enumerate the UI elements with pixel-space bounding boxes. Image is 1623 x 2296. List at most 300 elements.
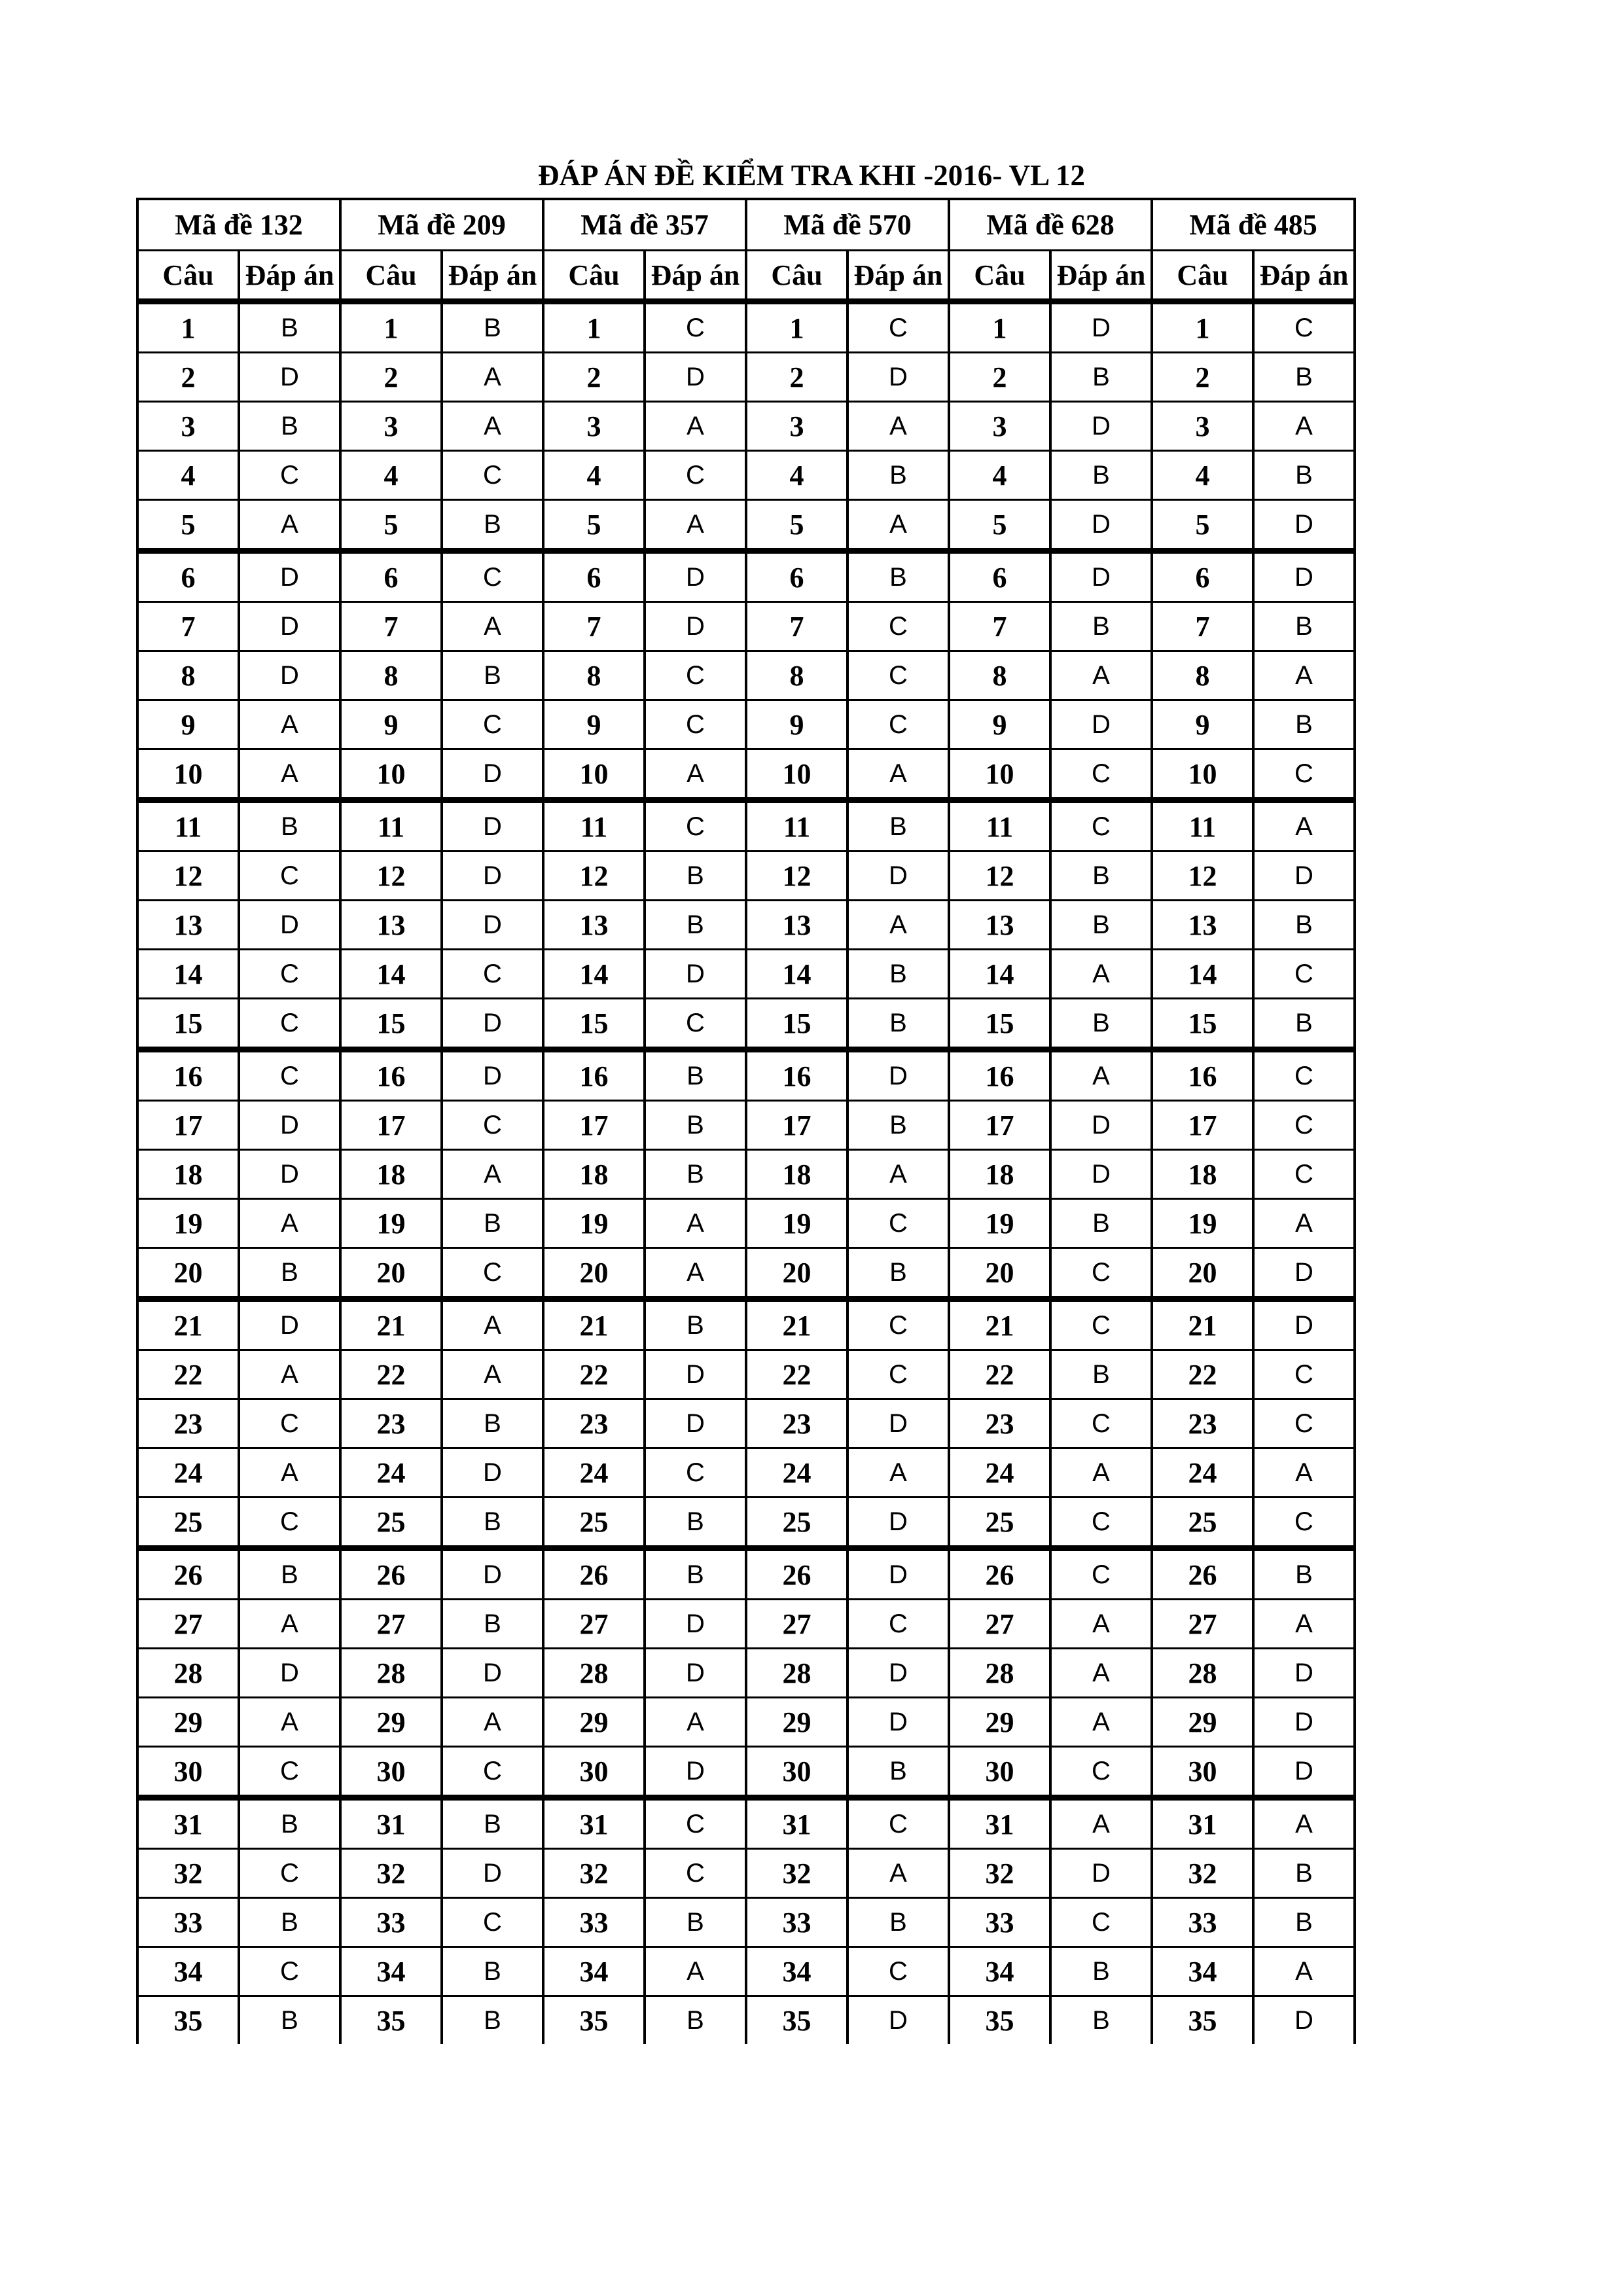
answer-cell: A [1050, 1600, 1152, 1649]
answer-cell: C [847, 651, 949, 700]
question-number-cell: 2 [340, 353, 442, 402]
table-row [137, 1199, 1355, 1248]
question-number-cell: 5 [543, 500, 645, 551]
question-number-cell: 17 [1152, 1101, 1253, 1150]
answer-cell: D [1050, 1150, 1152, 1199]
document-title: ĐÁP ÁN ĐỀ KIỂM TRA KHI -2016- VL 12 [538, 159, 1085, 192]
answer-cell: C [1253, 749, 1355, 800]
question-number-cell: 24 [1152, 1448, 1253, 1498]
question-number-cell: 9 [137, 700, 239, 749]
question-number-cell: 31 [340, 1798, 442, 1849]
question-number-cell: 25 [949, 1498, 1050, 1549]
question-number-cell: 28 [949, 1649, 1050, 1698]
question-column-header: Câu [340, 251, 442, 302]
answer-cell: D [645, 1399, 746, 1448]
answer-cell: D [645, 1747, 746, 1798]
question-number-cell: 33 [746, 1898, 847, 1947]
question-number-cell: 17 [746, 1101, 847, 1150]
answer-cell: D [442, 901, 543, 950]
answer-cell: C [239, 1947, 340, 1996]
answer-cell: A [239, 749, 340, 800]
question-number-cell: 12 [746, 852, 847, 901]
answer-cell: D [239, 901, 340, 950]
question-number-cell: 27 [949, 1600, 1050, 1649]
answer-cell: A [1050, 1649, 1152, 1698]
answer-cell: D [1050, 302, 1152, 353]
answer-cell: B [847, 950, 949, 999]
answer-cell: A [847, 749, 949, 800]
question-number-cell: 31 [1152, 1798, 1253, 1849]
question-number-cell: 16 [746, 1050, 847, 1101]
question-column-header: Câu [949, 251, 1050, 302]
answer-cell: B [1253, 700, 1355, 749]
answer-cell: D [1050, 1101, 1152, 1150]
answer-cell: B [442, 500, 543, 551]
question-number-cell: 9 [949, 700, 1050, 749]
question-number-cell: 26 [1152, 1549, 1253, 1600]
answer-cell: C [442, 1101, 543, 1150]
answer-cell: D [847, 1549, 949, 1600]
answer-cell: D [442, 1549, 543, 1600]
answer-cell: C [645, 451, 746, 500]
question-number-cell: 13 [949, 901, 1050, 950]
question-number-cell: 33 [949, 1898, 1050, 1947]
question-number-cell: 32 [1152, 1849, 1253, 1898]
answer-cell: A [239, 700, 340, 749]
question-number-cell: 35 [340, 1996, 442, 2045]
table-row [137, 551, 1355, 602]
answer-cell: A [847, 1849, 949, 1898]
question-number-cell: 16 [340, 1050, 442, 1101]
question-number-cell: 27 [1152, 1600, 1253, 1649]
answer-cell: D [239, 1649, 340, 1698]
answer-cell: D [442, 800, 543, 852]
question-number-cell: 33 [340, 1898, 442, 1947]
answer-cell: C [442, 551, 543, 602]
answer-cell: A [1253, 402, 1355, 451]
answer-cell: C [239, 1498, 340, 1549]
question-number-cell: 3 [746, 402, 847, 451]
question-number-cell: 12 [949, 852, 1050, 901]
question-number-cell: 30 [746, 1747, 847, 1798]
question-number-cell: 9 [340, 700, 442, 749]
question-number-cell: 1 [137, 302, 239, 353]
question-number-cell: 19 [746, 1199, 847, 1248]
question-number-cell: 31 [543, 1798, 645, 1849]
table-row [137, 700, 1355, 749]
answer-cell: B [239, 302, 340, 353]
question-number-cell: 29 [340, 1698, 442, 1747]
question-number-cell: 20 [949, 1248, 1050, 1299]
answer-cell: D [645, 1350, 746, 1399]
question-number-cell: 23 [340, 1399, 442, 1448]
answer-cell: B [847, 451, 949, 500]
answer-cell: C [239, 852, 340, 901]
table-row [137, 353, 1355, 402]
question-number-cell: 24 [340, 1448, 442, 1498]
answer-cell: A [1050, 1698, 1152, 1747]
answer-cell: B [847, 1747, 949, 1798]
answer-cell: B [442, 651, 543, 700]
answer-cell: D [1050, 1849, 1152, 1898]
question-number-cell: 24 [949, 1448, 1050, 1498]
question-number-cell: 32 [746, 1849, 847, 1898]
question-number-cell: 31 [137, 1798, 239, 1849]
question-number-cell: 15 [746, 999, 847, 1050]
table-row [137, 1399, 1355, 1448]
question-number-cell: 3 [1152, 402, 1253, 451]
table-row [137, 1448, 1355, 1498]
question-number-cell: 10 [543, 749, 645, 800]
answer-cell: D [442, 1050, 543, 1101]
question-number-cell: 4 [746, 451, 847, 500]
question-number-cell: 9 [746, 700, 847, 749]
answer-cell: D [847, 1649, 949, 1698]
answer-cell: D [1253, 500, 1355, 551]
answer-cell: D [847, 1498, 949, 1549]
table-row [137, 1798, 1355, 1849]
answer-column-header: Đáp án [442, 251, 543, 302]
question-number-cell: 14 [543, 950, 645, 999]
question-number-cell: 23 [543, 1399, 645, 1448]
answer-cell: A [847, 402, 949, 451]
question-number-cell: 10 [137, 749, 239, 800]
table-row [137, 1150, 1355, 1199]
exam-code-header: Mã đề 132 [137, 199, 340, 251]
answer-cell: A [442, 353, 543, 402]
answer-cell: A [442, 1350, 543, 1399]
answer-cell: D [442, 749, 543, 800]
question-number-cell: 22 [543, 1350, 645, 1399]
question-number-cell: 8 [1152, 651, 1253, 700]
answer-cell: C [847, 602, 949, 651]
answer-cell: B [847, 1101, 949, 1150]
answer-cell: B [645, 1050, 746, 1101]
answer-cell: D [239, 651, 340, 700]
table-row [137, 302, 1355, 353]
answer-cell: B [645, 1150, 746, 1199]
answer-cell: D [442, 852, 543, 901]
answer-cell: D [1050, 500, 1152, 551]
answer-cell: C [239, 1399, 340, 1448]
answer-cell: B [239, 800, 340, 852]
answer-cell: B [1253, 353, 1355, 402]
answer-cell: D [847, 1050, 949, 1101]
answer-cell: B [645, 1898, 746, 1947]
answer-cell: C [1253, 1498, 1355, 1549]
answer-cell: A [239, 500, 340, 551]
answer-cell: B [239, 1798, 340, 1849]
question-number-cell: 22 [949, 1350, 1050, 1399]
exam-code-header: Mã đề 357 [543, 199, 746, 251]
question-number-cell: 34 [543, 1947, 645, 1996]
question-number-cell: 30 [1152, 1747, 1253, 1798]
answer-cell: D [442, 999, 543, 1050]
answer-cell: B [847, 551, 949, 602]
answer-cell: C [239, 1050, 340, 1101]
answer-cell: C [645, 700, 746, 749]
question-number-cell: 15 [949, 999, 1050, 1050]
question-number-cell: 3 [137, 402, 239, 451]
answer-cell: A [645, 749, 746, 800]
answer-cell: B [442, 1600, 543, 1649]
answer-cell: B [1050, 901, 1152, 950]
question-number-cell: 14 [340, 950, 442, 999]
question-number-cell: 10 [340, 749, 442, 800]
question-number-cell: 19 [543, 1199, 645, 1248]
answer-cell: A [645, 1698, 746, 1747]
answer-cell: B [847, 800, 949, 852]
answer-cell: A [645, 1947, 746, 1996]
question-number-cell: 30 [543, 1747, 645, 1798]
answer-cell: D [239, 353, 340, 402]
answer-cell: C [1253, 1350, 1355, 1399]
question-number-cell: 32 [949, 1849, 1050, 1898]
table-row [137, 999, 1355, 1050]
answer-cell: B [645, 1996, 746, 2045]
answer-cell: A [847, 901, 949, 950]
question-number-cell: 5 [137, 500, 239, 551]
answer-cell: D [645, 950, 746, 999]
question-number-cell: 2 [746, 353, 847, 402]
question-number-cell: 35 [746, 1996, 847, 2045]
table-row [137, 1898, 1355, 1947]
question-number-cell: 10 [949, 749, 1050, 800]
answer-cell: B [1050, 1996, 1152, 2045]
answer-cell: B [645, 1299, 746, 1350]
question-number-cell: 5 [340, 500, 442, 551]
answer-cell: B [847, 1248, 949, 1299]
question-number-cell: 6 [746, 551, 847, 602]
answer-cell: C [847, 1798, 949, 1849]
question-number-cell: 33 [1152, 1898, 1253, 1947]
question-number-cell: 25 [746, 1498, 847, 1549]
question-number-cell: 27 [746, 1600, 847, 1649]
question-number-cell: 3 [949, 402, 1050, 451]
answer-cell: B [1253, 602, 1355, 651]
answer-cell: C [442, 1898, 543, 1947]
question-number-cell: 14 [137, 950, 239, 999]
answer-cell: A [847, 1150, 949, 1199]
question-number-cell: 9 [543, 700, 645, 749]
answer-cell: C [239, 999, 340, 1050]
question-number-cell: 1 [543, 302, 645, 353]
answer-cell: C [645, 1849, 746, 1898]
answer-cell: D [1253, 1649, 1355, 1698]
answer-cell: C [847, 700, 949, 749]
answer-cell: A [239, 1350, 340, 1399]
question-number-cell: 7 [340, 602, 442, 651]
question-number-cell: 11 [746, 800, 847, 852]
answer-cell: A [1253, 1600, 1355, 1649]
answer-cell: C [1253, 1050, 1355, 1101]
question-number-cell: 30 [137, 1747, 239, 1798]
answer-cell: C [1050, 1299, 1152, 1350]
question-number-cell: 7 [949, 602, 1050, 651]
answer-cell: C [847, 1600, 949, 1649]
answer-cell: A [1050, 950, 1152, 999]
question-number-cell: 34 [137, 1947, 239, 1996]
table-row [137, 1350, 1355, 1399]
answer-cell: A [645, 500, 746, 551]
question-number-cell: 25 [137, 1498, 239, 1549]
answer-cell: C [442, 1248, 543, 1299]
question-number-cell: 15 [1152, 999, 1253, 1050]
question-number-cell: 7 [543, 602, 645, 651]
question-number-cell: 21 [1152, 1299, 1253, 1350]
answer-cell: C [442, 1747, 543, 1798]
question-number-cell: 4 [949, 451, 1050, 500]
answer-cell: D [1050, 551, 1152, 602]
answer-cell: A [645, 402, 746, 451]
question-number-cell: 8 [137, 651, 239, 700]
question-number-cell: 29 [949, 1698, 1050, 1747]
answer-cell: C [1050, 1549, 1152, 1600]
question-number-cell: 7 [746, 602, 847, 651]
answer-cell: D [645, 602, 746, 651]
exam-code-header: Mã đề 209 [340, 199, 543, 251]
answer-cell: B [1050, 852, 1152, 901]
table-row [137, 1849, 1355, 1898]
answer-cell: A [1050, 1448, 1152, 1498]
answer-cell: D [1253, 1299, 1355, 1350]
exam-code-header: Mã đề 485 [1152, 199, 1355, 251]
table-row [137, 402, 1355, 451]
answer-cell: D [442, 1448, 543, 1498]
answer-cell: C [239, 451, 340, 500]
answer-key-table [136, 198, 1356, 2044]
answer-cell: C [239, 1747, 340, 1798]
answer-cell: B [442, 1996, 543, 2045]
answer-cell: B [1050, 1350, 1152, 1399]
answer-cell: B [239, 1898, 340, 1947]
question-number-cell: 30 [340, 1747, 442, 1798]
answer-cell: C [1253, 1399, 1355, 1448]
question-number-cell: 13 [137, 901, 239, 950]
question-number-cell: 20 [746, 1248, 847, 1299]
question-number-cell: 21 [137, 1299, 239, 1350]
answer-cell: A [239, 1600, 340, 1649]
answer-cell: C [1253, 950, 1355, 999]
question-number-cell: 7 [137, 602, 239, 651]
question-number-cell: 18 [137, 1150, 239, 1199]
answer-cell: C [442, 700, 543, 749]
question-number-cell: 11 [137, 800, 239, 852]
question-number-cell: 6 [949, 551, 1050, 602]
question-number-cell: 1 [1152, 302, 1253, 353]
table-row [137, 1248, 1355, 1299]
question-number-cell: 32 [543, 1849, 645, 1898]
question-number-cell: 33 [543, 1898, 645, 1947]
question-number-cell: 13 [746, 901, 847, 950]
question-number-cell: 31 [746, 1798, 847, 1849]
question-column-header: Câu [746, 251, 847, 302]
answer-cell: B [1050, 999, 1152, 1050]
question-number-cell: 13 [340, 901, 442, 950]
question-number-cell: 8 [543, 651, 645, 700]
answer-cell: D [239, 551, 340, 602]
answer-cell: B [1253, 1849, 1355, 1898]
answer-cell: A [442, 1150, 543, 1199]
question-number-cell: 20 [340, 1248, 442, 1299]
question-number-cell: 26 [949, 1549, 1050, 1600]
answer-column-header: Đáp án [1050, 251, 1152, 302]
answer-cell: D [1253, 1248, 1355, 1299]
question-number-cell: 11 [543, 800, 645, 852]
question-number-cell: 26 [340, 1549, 442, 1600]
question-number-cell: 23 [746, 1399, 847, 1448]
answer-cell: D [1050, 402, 1152, 451]
answer-cell: B [1050, 1947, 1152, 1996]
answer-cell: B [645, 1498, 746, 1549]
table-row [137, 1649, 1355, 1698]
answer-cell: A [645, 1199, 746, 1248]
answer-cell: A [847, 500, 949, 551]
answer-column-header: Đáp án [847, 251, 949, 302]
question-number-cell: 16 [949, 1050, 1050, 1101]
question-number-cell: 28 [746, 1649, 847, 1698]
answer-cell: D [442, 1849, 543, 1898]
answer-cell: D [1253, 1996, 1355, 2045]
question-number-cell: 4 [340, 451, 442, 500]
question-number-cell: 8 [746, 651, 847, 700]
question-number-cell: 29 [543, 1698, 645, 1747]
question-number-cell: 26 [543, 1549, 645, 1600]
question-column-header: Câu [543, 251, 645, 302]
answer-column-header: Đáp án [1253, 251, 1355, 302]
answer-cell: D [645, 1649, 746, 1698]
question-number-cell: 25 [340, 1498, 442, 1549]
question-number-cell: 17 [949, 1101, 1050, 1150]
question-number-cell: 17 [340, 1101, 442, 1150]
question-number-cell: 19 [340, 1199, 442, 1248]
question-number-cell: 35 [1152, 1996, 1253, 2045]
answer-cell: A [442, 1698, 543, 1747]
question-number-cell: 22 [137, 1350, 239, 1399]
question-number-cell: 6 [1152, 551, 1253, 602]
question-number-cell: 35 [137, 1996, 239, 2045]
question-number-cell: 14 [1152, 950, 1253, 999]
answer-cell: B [442, 1498, 543, 1549]
table-row [137, 950, 1355, 999]
answer-cell: B [645, 852, 746, 901]
question-number-cell: 26 [137, 1549, 239, 1600]
table-row [137, 1600, 1355, 1649]
answer-cell: A [442, 602, 543, 651]
answer-cell: B [239, 402, 340, 451]
question-number-cell: 27 [137, 1600, 239, 1649]
answer-cell: C [645, 1448, 746, 1498]
question-number-cell: 4 [1152, 451, 1253, 500]
question-number-cell: 1 [949, 302, 1050, 353]
question-number-cell: 18 [340, 1150, 442, 1199]
question-number-cell: 4 [543, 451, 645, 500]
answer-column-header: Đáp án [645, 251, 746, 302]
table-row [137, 602, 1355, 651]
answer-cell: C [239, 950, 340, 999]
answer-cell: C [1050, 800, 1152, 852]
answer-cell: A [1253, 1199, 1355, 1248]
answer-cell: B [442, 1199, 543, 1248]
question-number-cell: 1 [746, 302, 847, 353]
answer-cell: B [1050, 1199, 1152, 1248]
question-number-cell: 13 [543, 901, 645, 950]
answer-cell: A [1050, 1050, 1152, 1101]
question-number-cell: 15 [543, 999, 645, 1050]
question-number-cell: 27 [340, 1600, 442, 1649]
answer-cell: B [1050, 451, 1152, 500]
question-number-cell: 3 [543, 402, 645, 451]
